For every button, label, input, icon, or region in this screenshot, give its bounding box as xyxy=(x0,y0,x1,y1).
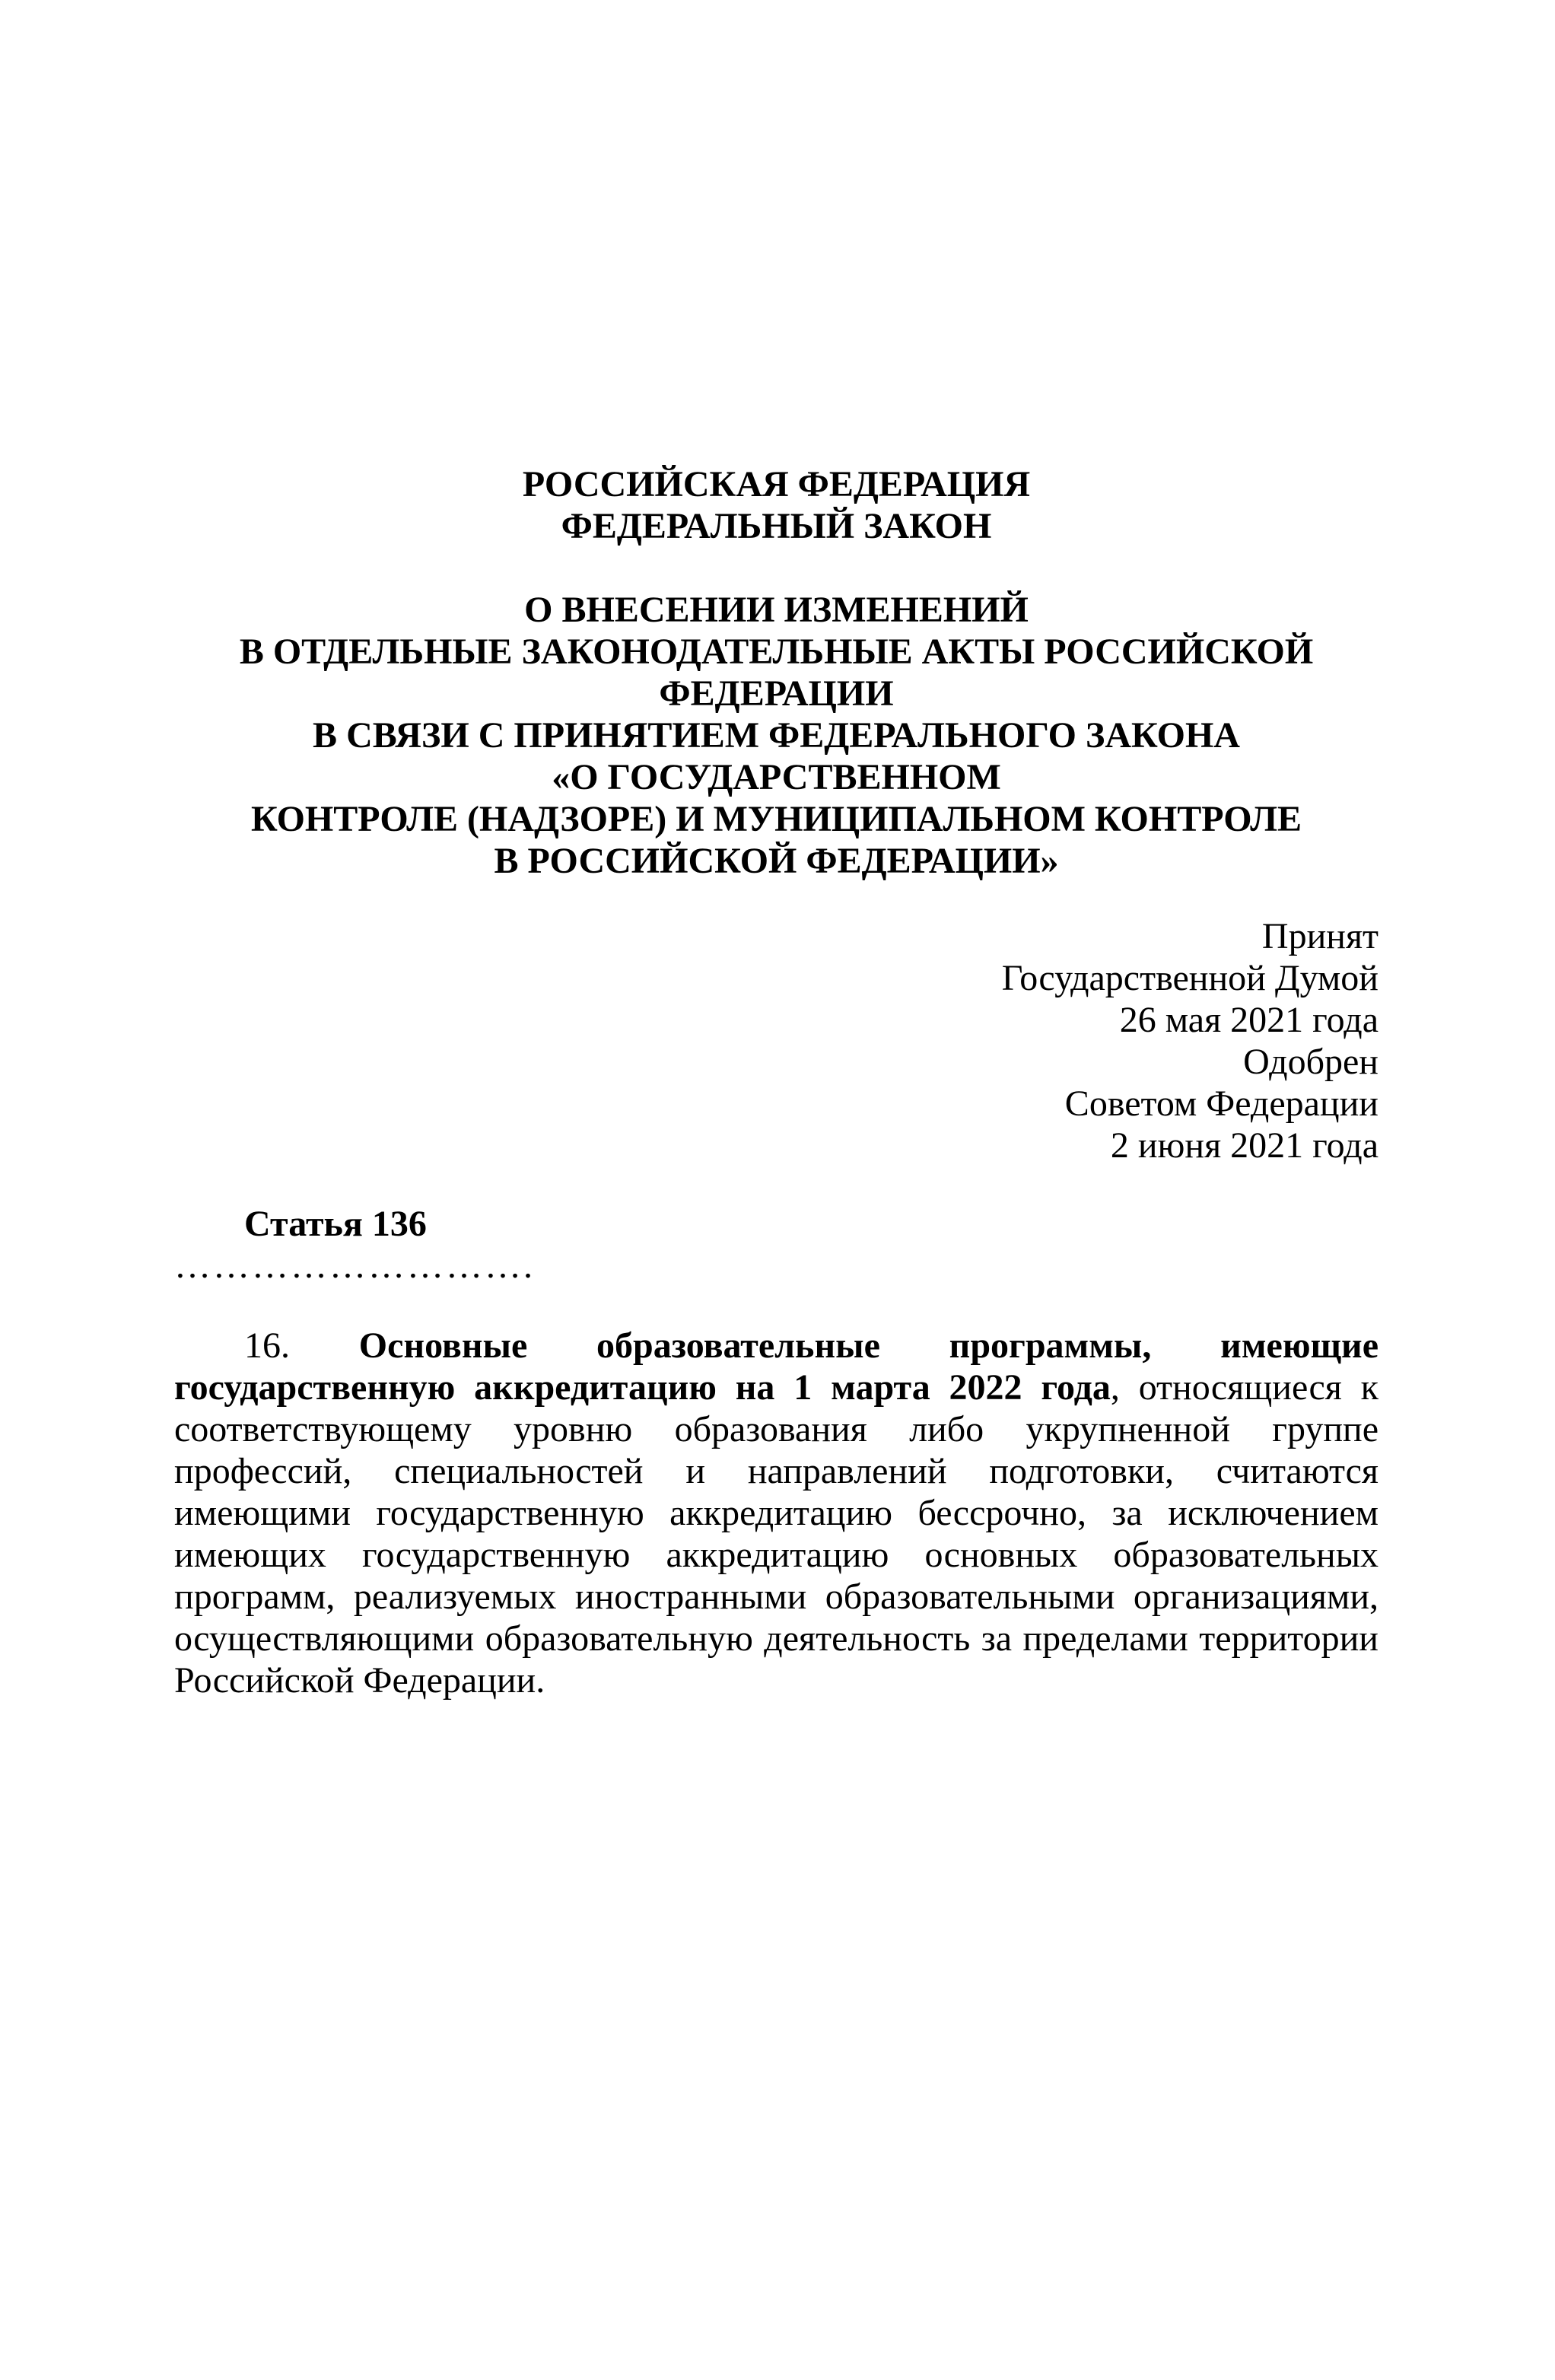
subject-line: КОНТРОЛЕ (НАДЗОРЕ) И МУНИЦИПАЛЬНОМ КОНТРОЛЕ xyxy=(250,799,1302,839)
paragraph-bold-segment: Основные образовательные программы, имеющие государственную аккредитацию на 1 марта 2022 года xyxy=(174,1325,1379,1408)
article-paragraph xyxy=(174,1325,1379,1701)
title-line-country: РОССИЙСКАЯ ФЕДЕРАЦИЯ xyxy=(522,464,1031,504)
subject-line: В РОССИЙСКОЙ ФЕДЕРАЦИИ» xyxy=(494,841,1059,881)
adoption-line: Советом Федерации xyxy=(1064,1083,1379,1124)
adoption-line: Принят xyxy=(1261,916,1379,956)
document-title xyxy=(174,463,1379,547)
subject-line: «О ГОСУДАРСТВЕННОМ xyxy=(552,757,1001,797)
adoption-block xyxy=(174,915,1379,1166)
subject-line: В СВЯЗИ С ПРИНЯТИЕМ ФЕДЕРАЛЬНОГО ЗАКОНА xyxy=(313,715,1240,756)
subject-line: О ВНЕСЕНИИ ИЗМЕНЕНИЙ xyxy=(524,590,1029,630)
paragraph-number: 16. xyxy=(244,1325,290,1366)
adoption-line: 26 мая 2021 года xyxy=(1119,1000,1379,1040)
adoption-line: Одобрен xyxy=(1243,1042,1379,1082)
document-content xyxy=(174,463,1379,1701)
adoption-line: Государственной Думой xyxy=(1001,958,1379,998)
subject-line: В ОТДЕЛЬНЫЕ ЗАКОНОДАТЕЛЬНЫЕ АКТЫ РОССИЙСКОЙ xyxy=(239,632,1314,672)
paragraph-regular-segment: , относящиеся к соответствующему уровню образования либо укрупненной группе профессий, специальностей и направлений подготовки, считаются имеющими государственную аккредитацию бессрочно, за исключением имеющих государственную аккредитацию основных образовательных программ, реализуемых иностранными образовательными организациями, осуществляющими образовательную деятельность за пределами территории Российской Федерации. xyxy=(174,1367,1379,1701)
title-line-doc-type: ФЕДЕРАЛЬНЫЙ ЗАКОН xyxy=(561,506,992,546)
document-subject xyxy=(174,589,1379,882)
adoption-line: 2 июня 2021 года xyxy=(1110,1125,1379,1166)
omission-dots-line: ………………………. xyxy=(174,1246,535,1286)
subject-line: ФЕДЕРАЦИИ xyxy=(659,673,894,714)
article-heading: Статья 136 xyxy=(244,1204,427,1244)
